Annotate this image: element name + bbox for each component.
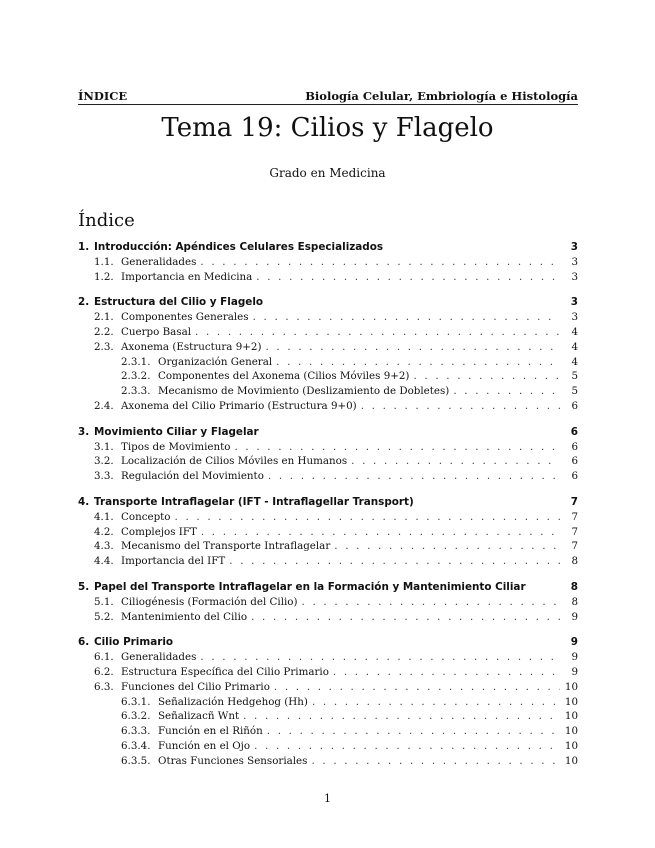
toc-entry-label: Transporte Intraflagelar (IFT - Intraflagellar Transport) [94,495,414,508]
page-subtitle: Grado en Medicina [269,166,386,180]
toc-entry-number: 2.3. [94,340,114,353]
toc-entry-number: 5. [78,580,90,593]
toc-dot-leader [334,539,560,554]
toc-subsection-entry[interactable] [78,610,578,625]
toc-section [78,495,578,569]
toc-heading: Índice [78,210,135,231]
toc-dot-leader [333,665,560,680]
toc-entry-page: 3 [571,311,578,324]
toc-entry-page: 3 [571,270,578,283]
toc-entry-label: Tipos de Movimiento [121,440,231,453]
toc-section [78,240,578,284]
toc-dot-leader [175,510,561,525]
toc-entry-number: 2.4. [94,399,114,412]
toc-subsubsection-entry[interactable] [78,695,578,710]
toc-entry-label: Regulación del Movimiento [121,470,264,483]
toc-dot-leader [312,695,560,710]
toc-entry-page: 4 [571,355,578,368]
toc-entry-label: Axonema del Cilio Primario (Estructura 9+0) [121,399,357,412]
toc-dot-leader [413,369,560,384]
toc-dot-leader [253,310,560,325]
toc-entry-page: 10 [564,710,578,723]
toc-subsection-entry[interactable] [78,440,578,455]
toc-entry-page: 7 [571,540,578,553]
toc-dot-leader [256,270,560,285]
toc-subsubsection-entry[interactable] [78,384,578,399]
toc-entry-label: Estructura Específica del Cilio Primario [121,665,329,678]
toc-entry-label: Mantenimiento del Cilio [121,610,248,623]
toc-entry-number: 4.1. [94,510,114,523]
toc-subsection-entry[interactable] [78,539,578,554]
toc-entry-page: 7 [571,525,578,538]
toc-entry-page: 8 [570,580,578,593]
toc-dot-leader [251,610,560,625]
toc-entry-label: Función en el Ojo [158,739,251,752]
toc-entry-number: 2.3.1. [121,355,151,368]
toc-entry-label: Importancia del IFT [121,555,226,568]
header-right: Biología Celular, Embriología e Histología [305,89,578,103]
toc-entry-number: 6.3.2. [121,710,151,723]
toc-entry-page: 10 [564,680,578,693]
toc-entry-number: 6.3.4. [121,739,151,752]
toc-section-entry[interactable] [78,295,578,310]
toc-entry-number: 1.2. [94,270,114,283]
toc-entry-number: 4.4. [94,555,114,568]
toc-entry-number: 3.1. [94,440,114,453]
toc-entry-label: Cilio Primario [94,636,174,649]
toc-entry-label: Mecanismo del Transporte Intraflagelar [121,540,331,553]
toc-section-entry[interactable] [78,580,578,595]
toc-entry-label: Función en el Riñón [158,725,263,738]
toc-entry-label: Organización General [158,355,273,368]
toc-subsection-entry[interactable] [78,510,578,525]
toc-section-entry[interactable] [78,240,578,255]
toc-subsection-entry[interactable] [78,595,578,610]
toc-section [78,425,578,484]
toc-subsection-entry[interactable] [78,454,578,469]
toc-entry-page: 10 [564,754,578,767]
toc-entry-page: 6 [570,425,578,438]
toc-dot-leader [276,355,560,370]
page-title: Tema 19: Cilios y Flagelo [161,113,494,143]
toc-entry-label: Otras Funciones Sensoriales [158,754,308,767]
toc-entry-page: 10 [564,739,578,752]
toc-entry-number: 1.1. [94,255,114,268]
toc-dot-leader [274,680,560,695]
toc-dot-leader [361,399,560,414]
toc-subsection-entry[interactable] [78,255,578,270]
toc-dot-leader [453,384,560,399]
header-rule [78,104,578,105]
toc-dot-leader [200,255,560,270]
toc-entry-page: 3 [570,241,578,253]
toc-dot-leader [243,709,560,724]
page-number: 1 [324,792,331,805]
toc-entry-label: Componentes Generales [121,311,249,324]
toc-entry-label: Concepto [121,510,171,523]
toc-entry-page: 9 [571,651,578,664]
toc-subsubsection-entry[interactable] [78,754,578,769]
toc-entry-number: 6.3.3. [121,725,151,738]
toc-entry-page: 3 [570,296,578,309]
toc-subsubsection-entry[interactable] [78,724,578,739]
toc-entry-page: 6 [571,399,578,412]
toc-dot-leader [302,595,560,610]
toc-entry-page: 7 [570,495,578,508]
toc-entry-label: Generalidades [121,255,197,268]
toc-dot-leader [254,739,560,754]
toc-entry-page: 8 [571,595,578,608]
toc-subsection-entry[interactable] [78,665,578,680]
toc-subsubsection-entry[interactable] [78,709,578,724]
toc-subsection-entry[interactable] [78,399,578,414]
toc-dot-leader [195,325,560,340]
toc-section [78,295,578,413]
toc-subsection-entry[interactable] [78,650,578,665]
toc-subsection-entry[interactable] [78,680,578,695]
toc-dot-leader [200,650,560,665]
toc-entry-page: 4 [571,340,578,353]
table-of-contents [78,240,578,769]
toc-entry-label: Funciones del Cilio Primario [121,680,270,693]
toc-entry-page: 6 [571,470,578,483]
toc-entry-number: 2.1. [94,311,114,324]
toc-entry-number: 1. [78,241,90,253]
toc-entry-page: 4 [571,325,578,338]
toc-entry-page: 7 [571,510,578,523]
toc-entry-label: Mecanismo de Movimiento (Deslizamiento de Dobletes) [158,385,450,398]
toc-entry-number: 3.3. [94,470,114,483]
toc-dot-leader [265,340,560,355]
toc-subsubsection-entry[interactable] [78,739,578,754]
toc-dot-leader [268,469,560,484]
toc-section [78,580,578,624]
toc-entry-number: 6.3. [94,680,114,693]
toc-entry-page: 8 [571,555,578,568]
header-left: ÍNDICE [78,89,128,103]
toc-entry-label: Generalidades [121,651,197,664]
toc-dot-leader [229,554,560,569]
toc-entry-label: Papel del Transporte Intraflagelar en la Formación y Mantenimiento Ciliar [94,580,526,593]
toc-subsection-entry[interactable] [78,325,578,340]
toc-entry-page: 10 [564,695,578,708]
toc-entry-number: 6.3.5. [121,754,151,767]
toc-entry-page: 3 [571,255,578,268]
toc-entry-label: Señalización Hedgehog (Hh) [158,695,308,708]
toc-entry-number: 4.3. [94,540,114,553]
toc-subsection-entry[interactable] [78,469,578,484]
toc-entry-label: Ciliogénesis (Formación del Cilio) [121,595,298,608]
toc-dot-leader [234,440,560,455]
toc-entry-label: Cuerpo Basal [121,325,192,338]
toc-entry-number: 3.2. [94,455,114,468]
toc-entry-label: Estructura del Cilio y Flagelo [94,296,264,309]
toc-subsection-entry[interactable] [78,310,578,325]
toc-entry-label: Componentes del Axonema (Cilios Móviles 9+2) [158,370,410,383]
toc-entry-number: 4. [78,495,90,508]
toc-entry-page: 10 [564,725,578,738]
toc-entry-number: 2.3.3. [121,385,151,398]
toc-entry-label: Introducción: Apéndices Celulares Especializados [94,241,384,253]
toc-dot-leader [267,724,560,739]
toc-entry-page: 5 [571,385,578,398]
toc-section-entry[interactable] [78,425,578,440]
toc-entry-number: 6.2. [94,665,114,678]
toc-entry-label: Movimiento Ciliar y Flagelar [94,425,259,438]
toc-entry-number: 2.3.2. [121,370,151,383]
toc-dot-leader [311,754,560,769]
toc-entry-label: Complejos IFT [121,525,197,538]
toc-dot-leader [201,525,560,540]
toc-entry-number: 3. [78,425,90,438]
toc-section-entry[interactable] [78,635,578,650]
toc-entry-label: Señalizacñ Wnt [158,710,240,723]
toc-dot-leader [351,454,560,469]
toc-section-entry[interactable] [78,495,578,510]
toc-entry-label: Localización de Cilios Móviles en Humanos [121,455,348,468]
toc-entry-number: 6.1. [94,651,114,664]
toc-section [78,635,578,768]
toc-entry-number: 6.3.1. [121,695,151,708]
toc-entry-number: 2.2. [94,325,114,338]
toc-entry-number: 2. [78,296,90,309]
toc-entry-label: Importancia en Medicina [121,270,253,283]
toc-subsubsection-entry[interactable] [78,355,578,370]
toc-subsubsection-entry[interactable] [78,369,578,384]
toc-entry-page: 5 [571,370,578,383]
toc-subsection-entry[interactable] [78,554,578,569]
toc-entry-page: 6 [571,455,578,468]
toc-entry-page: 6 [571,440,578,453]
toc-entry-label: Axonema (Estructura 9+2) [121,340,262,353]
toc-entry-page: 9 [570,636,578,649]
toc-subsection-entry[interactable] [78,270,578,285]
toc-entry-number: 5.2. [94,610,114,623]
toc-entry-page: 9 [571,610,578,623]
toc-entry-page: 9 [571,665,578,678]
toc-subsection-entry[interactable] [78,340,578,355]
toc-entry-number: 6. [78,636,90,649]
toc-subsection-entry[interactable] [78,525,578,540]
running-header [78,89,578,103]
toc-entry-number: 5.1. [94,595,114,608]
toc-entry-number: 4.2. [94,525,114,538]
